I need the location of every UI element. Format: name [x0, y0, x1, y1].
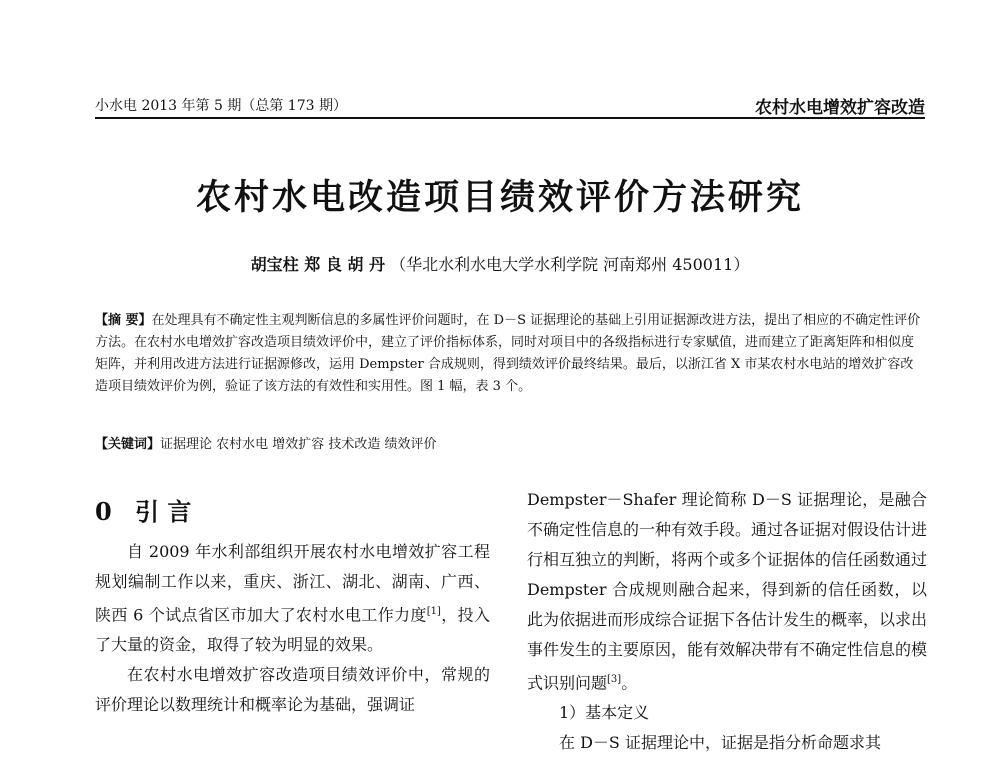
- abstract: [95, 310, 925, 398]
- intro-paragraph-1: [95, 537, 490, 660]
- definition-paragraph: 在 D－S 证据理论中，证据是指分析命题求其: [559, 733, 881, 753]
- keywords-label: 【关键词】: [95, 437, 161, 452]
- author-names: 胡宝柱 郑 良 胡 丹: [250, 255, 385, 274]
- intro-text-1b: ，投入了大量的资金，取得了较为明显的效果。: [95, 605, 490, 655]
- ds-text-end: 。: [621, 673, 638, 693]
- left-column: [95, 495, 490, 720]
- keywords-text: 证据理论 农村水电 增效扩容 技术改造 绩效评价: [160, 437, 437, 452]
- running-header: [95, 93, 925, 117]
- intro-paragraph-2: 在农村水电增效扩容改造项目绩效评价中，常规的评价理论以数理统计和概率论为基础，强调证: [95, 665, 490, 715]
- abstract-label: 【摘 要】: [95, 313, 152, 328]
- citation-3: [3]: [607, 674, 622, 685]
- section-heading: [95, 495, 490, 537]
- paper-title: 农村水电改造项目绩效评价方法研究: [195, 177, 804, 218]
- section-number: 0: [95, 497, 112, 526]
- journal-info: 小水电 2013 年第 5 期（总第 173 期）: [95, 98, 347, 114]
- ds-paragraph: [527, 485, 927, 698]
- section-label: 农村水电增效扩容改造: [755, 98, 925, 118]
- keywords: [95, 433, 925, 452]
- section-title: 引 言: [135, 497, 192, 526]
- ds-text: Dempster－Shafer 理论简称 D－S 证据理论，是融合不确定性信息的一种有效手段。通过各证据对假设估计进行相互独立的判断，将两个或多个证据体的信任函数通过 Dempster 合成规则融合起来，得到新的信任函数，以此为依据进而形成综合证据下各估计发生的概率，以求出事件发生的主要原因，能有效解决带有不确定性信息的模式识别问题: [527, 490, 928, 693]
- subheading-basic-definition: 1）基本定义: [559, 703, 650, 723]
- intro-text-1: 自 2009 年水利部组织开展农村水电增效扩容工程规划编制工作以来，重庆、浙江、湖北、湖南、广西、陕西 6 个试点省区市加大了农村水电工作力度: [95, 542, 490, 625]
- citation-1: [1]: [426, 606, 441, 617]
- abstract-text: 在处理具有不确定性主观判断信息的多属性评价问题时，在 D－S 证据理论的基础上引用证据源改进方法，提出了相应的不确定性评价方法。在农村水电增效扩容改造项目绩效评价中，建立了评价指标体系，同时对项目中的各级指标进行专家赋值，进而建立了距离矩阵和相似度矩阵，并利用改进方法进行证据源修改，运用 Dempster 合成规则，得到绩效评价最终结果。最后，以浙江省 X 市某农村水电站的增效扩容改造项目绩效评价为例，验证了该方法的有效性和实用性。图 1 幅，表 3 个。: [95, 313, 921, 394]
- header-rule: [95, 117, 925, 119]
- affiliation: （华北水利水电大学水利学院 河南郑州 450011）: [390, 255, 750, 274]
- right-column: [527, 485, 927, 758]
- author-line: [0, 252, 1000, 275]
